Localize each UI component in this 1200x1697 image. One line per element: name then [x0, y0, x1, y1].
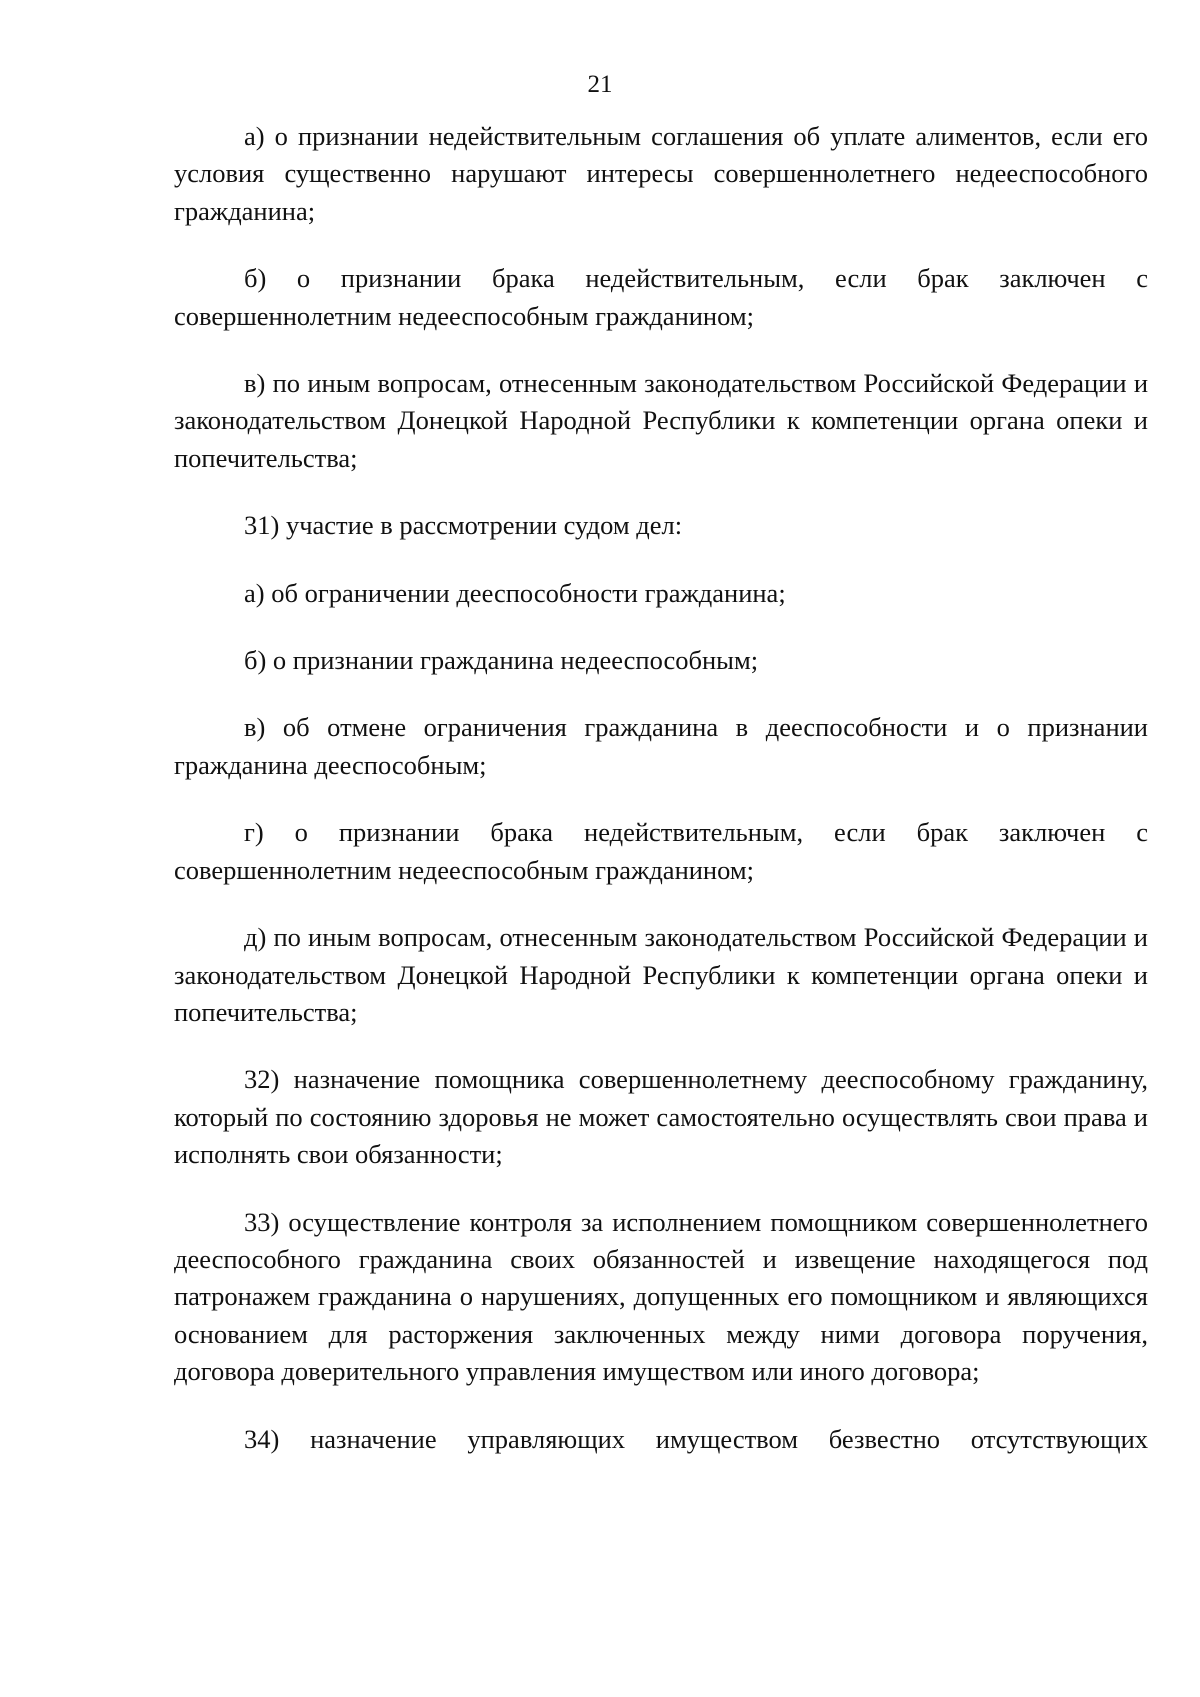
paragraph-item-34-property-managers: 34) назначение управляющих имуществом безвестно отсутствующих — [244, 1423, 1148, 1454]
paragraph-item-a-alimony-agreement: а) о признании недействительным соглашения об уплате алиментов, если его условия существенно нарушают интересы совершеннолетнего недееспособного гражданина; — [174, 121, 1148, 226]
paragraph-item-b-incapacity-recognition: б) о признании гражданина недееспособным; — [244, 645, 759, 676]
paragraph-item-32-assistant-appointment: 32) назначение помощника совершеннолетнему дееспособному гражданину, который по состоянию здоровья не может самостоятельно осуществлять свои права и исполнять свои обязанности; — [174, 1064, 1148, 1170]
page-number: 21 — [587, 71, 613, 98]
paragraph-item-b-marriage-invalid: б) о признании брака недействительным, если брак заключен с совершеннолетним недееспособным гражданином; — [174, 263, 1148, 331]
paragraph-item-v-other-questions: в) по иным вопросам, отнесенным законодательством Российской Федерации и законодательством Донецкой Народной Республики к компетенции органа опеки и попечительства; — [174, 368, 1148, 473]
document-body — [174, 118, 1148, 1488]
paragraph-item-31-court-participation: 31) участие в рассмотрении судом дел: — [244, 510, 683, 541]
paragraph-item-33-assistant-control: 33) осуществление контроля за исполнением помощником совершеннолетнего дееспособного гражданина своих обязанностей и извещение находящегося под патронажем гражданина о нарушениях, допущенных его помощником и являющихся основанием для расторжения заключенных между ними договора поручения, договора доверительного управления имуществом или иного договора; — [174, 1206, 1148, 1387]
paragraph-item-g-marriage-invalid: г) о признании брака недействительным, если брак заключен с совершеннолетним недееспособным гражданином; — [174, 817, 1148, 885]
paragraph-item-v-limitation-cancellation: в) об отмене ограничения гражданина в дееспособности и о признании гражданина дееспособным; — [174, 712, 1148, 780]
paragraph-item-d-other-questions: д) по иным вопросам, отнесенным законодательством Российской Федерации и законодательством Донецкой Народной Республики к компетенции органа опеки и попечительства; — [174, 922, 1148, 1027]
paragraph-item-a-capacity-limitation: а) об ограничении дееспособности гражданина; — [244, 577, 786, 608]
